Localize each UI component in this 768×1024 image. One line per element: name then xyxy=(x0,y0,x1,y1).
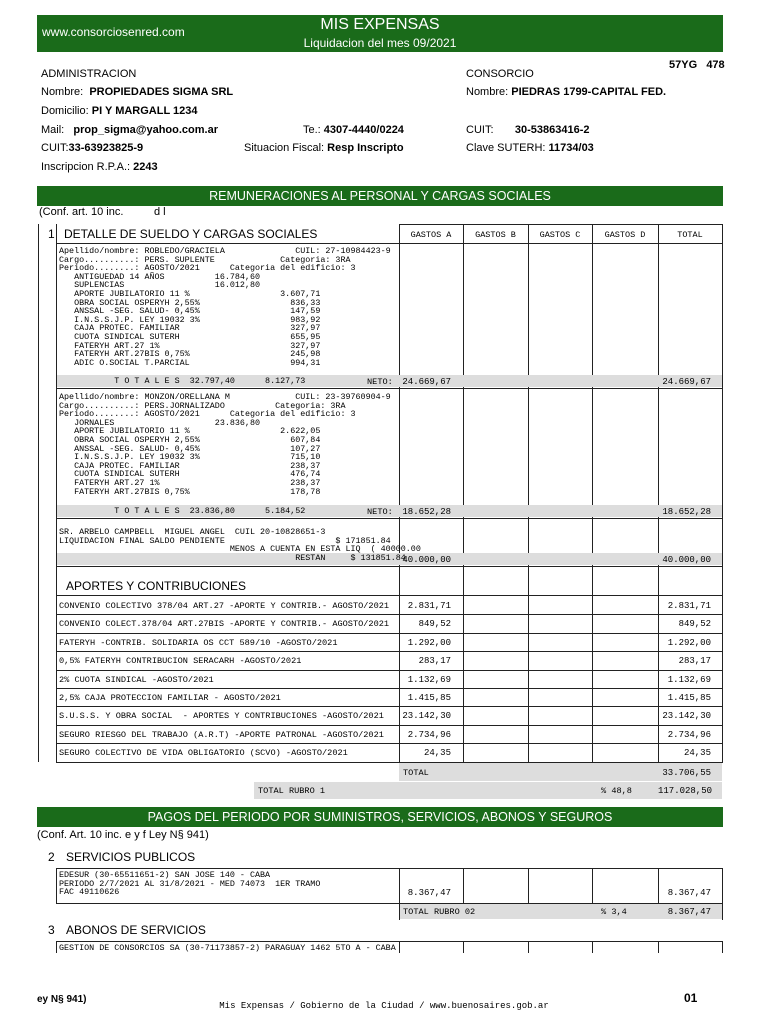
aporte-row-total: 2.734,96 xyxy=(667,730,711,740)
aporte-row-gastos-a: 24,35 xyxy=(423,748,451,758)
employee-3-total: 40.000,00 xyxy=(662,555,711,565)
employee-3-gastos-a: 40.000,00 xyxy=(402,555,451,565)
page-subtitle: Liquidacion del mes 09/2021 xyxy=(303,36,457,50)
col-gastos-c: GASTOS C xyxy=(539,230,581,240)
total-rubro2-total: 8.367,47 xyxy=(667,907,711,917)
consorcio-suterh: Clave SUTERH: 11734/03 xyxy=(466,142,594,154)
total-rubro2-pct: % 3,4 xyxy=(601,907,627,917)
aporte-row-total: 23.142,30 xyxy=(662,711,711,721)
employee-2-total: 18.652,28 xyxy=(662,507,711,517)
aporte-row-gastos-a: 1.415,85 xyxy=(407,693,451,703)
rubro2-title: SERVICIOS PUBLICOS xyxy=(66,850,196,864)
employee-3-detail: SR. ARBELO CAMPBELL MIGUEL ANGEL CUIL 20-10828651-3 LIQUIDACION FINAL SALDO PENDIENTE $ 171851.84 MENOS A CUENTA EN ESTA LIQ ( 40000.00 RESTAN $ 131851.84 xyxy=(59,527,421,563)
rubro1-title: DETALLE DE SUELDO Y CARGAS SOCIALES xyxy=(64,227,318,241)
aporte-row-description: SEGURO COLECTIVO DE VIDA OBLIGATORIO (SCVO) -AGOSTO/2021 xyxy=(59,748,348,758)
employee-1-neto-label: NETO: xyxy=(367,377,393,387)
col-total: TOTAL xyxy=(677,230,703,240)
total-rubro2-label: TOTAL RUBRO 02 xyxy=(403,907,476,917)
employee-1-totales: T O T A L E S 32.797,40 8.127,73 xyxy=(59,376,306,386)
section-remuneraciones-title: REMUNERACIONES AL PERSONAL Y CARGAS SOCIALES xyxy=(209,189,551,203)
aporte-row-gastos-a: 283,17 xyxy=(418,656,451,666)
aporte-row-description: 2,5% CAJA PROTECCION FAMILIAR - AGOSTO/2021 xyxy=(59,693,281,703)
aporte-row-gastos-a: 2.831,71 xyxy=(407,601,451,611)
aporte-row-description: FATERYH -CONTRIB. SOLIDARIA OS CCT 589/10 -AGOSTO/2021 xyxy=(59,638,338,648)
employee-2-totales: T O T A L E S 23.836,80 5.184,52 xyxy=(59,506,306,516)
aportes-total: 33.706,55 xyxy=(662,768,711,778)
admin-cuit: CUIT:33-63923825-9 xyxy=(41,142,144,154)
section1-conf2: d l xyxy=(154,206,166,218)
site-url[interactable]: www.consorciosenred.com xyxy=(42,25,185,39)
col-gastos-d: GASTOS D xyxy=(604,230,646,240)
aporte-row-description: 0,5% FATERYH CONTRIBUCION SERACARH -AGOSTO/2021 xyxy=(59,656,302,666)
rubro2-number: 2 xyxy=(48,850,55,864)
section-pagos-title: PAGOS DEL PERIODO POR SUMINISTROS, SERVICIOS, ABONOS Y SEGUROS xyxy=(147,810,613,824)
aporte-row-gastos-a: 2.734,96 xyxy=(407,730,451,740)
total-rubro1-total: 117.028,50 xyxy=(658,786,713,796)
section1-conf: (Conf. art. 10 inc. xyxy=(39,206,124,218)
employee-2-neto-label: NETO: xyxy=(367,507,393,517)
admin-tel: Te.: 4307-4440/0224 xyxy=(303,124,404,136)
employee-1-detail: Apellido/nombre: ROBLEDO/GRACIELA CUIL: 27-10984423-9 Cargo..........: PERS. SUPLENTE Categoria: 3RA Periodo........: AGOSTO/2021 Categoria del edificio: 3 ANTIGUEDAD 14 AÑOS 16.784,60 SUPLENCIAS 16.012,80 APORTE JUBILATORIO 11 % 3.607,71 OBRA SOCIAL OSPERYH 2,55% 836,33 ANSSAL -SEG. SALUD- 0,45% 147,59 I.N.S.S.J.P. LEY 19032 3% 983,92 CAJA PROTEC. FAMILIAR 327,97 CUOTA SINDICAL SUTERH 655,95 FATERYH ART.27 1% 327,97 FATERYH ART.27BIS 0,75% 245,98 ADIC O.SOCIAL T.PARCIAL 994,31 xyxy=(59,246,391,368)
aporte-row-total: 1.415,85 xyxy=(667,693,711,703)
col-gastos-a: GASTOS A xyxy=(410,230,452,240)
admin-nombre: Nombre: PROPIEDADES SIGMA SRL xyxy=(41,86,234,98)
aportes-title: APORTES Y CONTRIBUCIONES xyxy=(66,579,247,593)
aporte-row-total: 849,52 xyxy=(678,619,711,629)
employee-1-gastos-a: 24.669,67 xyxy=(402,377,451,387)
aporte-row-description: CONVENIO COLECTIVO 378/04 ART.27 -APORTE Y CONTRIB.- AGOSTO/2021 xyxy=(59,601,390,611)
aporte-row-total: 1.132,69 xyxy=(667,675,711,685)
aporte-row-description: 2% CUOTA SINDICAL -AGOSTO/2021 xyxy=(59,675,214,685)
admin-rpa: Inscripcion R.P.A.: 2243 xyxy=(41,161,158,173)
rubro3-title: ABONOS DE SERVICIOS xyxy=(66,923,206,937)
aporte-row-total: 1.292,00 xyxy=(667,638,711,648)
aporte-row-total: 2.831,71 xyxy=(667,601,711,611)
rubro2-total: 8.367,47 xyxy=(667,888,711,898)
consorcio-cuit: CUIT: 30-53863416-2 xyxy=(466,124,590,136)
aporte-row-total: 283,17 xyxy=(678,656,711,666)
rubro1-number: 1 xyxy=(48,227,55,241)
aporte-row-description: S.U.S.S. Y OBRA SOCIAL - APORTES Y CONTRIBUCIONES -AGOSTO/2021 xyxy=(59,711,384,721)
aporte-row-gastos-a: 849,52 xyxy=(418,619,451,629)
aporte-row-total: 24,35 xyxy=(683,748,711,758)
admin-heading: ADMINISTRACION xyxy=(41,68,137,80)
admin-situacion-fiscal: Situacion Fiscal: Resp Inscripto xyxy=(244,142,404,154)
admin-domicilio: Domicilio: PI Y MARGALL 1234 xyxy=(41,105,198,117)
admin-mail: Mail: prop_sigma@yahoo.com.ar xyxy=(41,124,219,136)
aporte-row-description: SEGURO RIESGO DEL TRABAJO (A.R.T) -APORTE PATRONAL -AGOSTO/2021 xyxy=(59,730,384,740)
aporte-row-gastos-a: 1.292,00 xyxy=(407,638,451,648)
consorcio-heading: CONSORCIO xyxy=(466,68,534,80)
rubro3-number: 3 xyxy=(48,923,55,937)
rubro3-detail: GESTION DE CONSORCIOS SA (30-71173857-2) PARAGUAY 1462 5TO A - CABA xyxy=(59,943,396,953)
footer-left: ey N§ 941) xyxy=(37,994,87,1005)
rubro2-detail: EDESUR (30-65511651-2) SAN JOSE 140 - CABA PERIODO 2/7/2021 AL 31/8/2021 - MED 74073 1ER TRAMO FAC 49110626 xyxy=(59,870,321,898)
unit-code: 57YG 478 xyxy=(669,59,725,71)
aporte-row-description: CONVENIO COLECT.378/04 ART.27BIS -APORTE Y CONTRIB.- AGOSTO/2021 xyxy=(59,619,390,629)
section2-conf: (Conf. Art. 10 inc. e y f Ley N§ 941) xyxy=(37,829,209,841)
rubro2-gastos-a: 8.367,47 xyxy=(407,888,451,898)
employee-2-detail: Apellido/nombre: MONZON/ORELLANA M CUIL: 23-39760904-9 Cargo..........: PERS.JORNALIZADO Categoria: 3RA Periodo........: AGOSTO/2021 Categoria del edificio: 3 JORNALES 23.836,80 APORTE JUBILATORIO 11 % 2.622,05 OBRA SOCIAL OSPERYH 2,55% 607,84 ANSSAL -SEG. SALUD- 0,45% 107,27 I.N.S.S.J.P. LEY 19032 3% 715,10 CAJA PROTEC. FAMILIAR 238,37 CUOTA SINDICAL SUTERH 476,74 FATERYH ART.27 1% 238,37 FATERYH ART.27BIS 0,75% 178,78 xyxy=(59,392,391,497)
consorcio-nombre: Nombre: PIEDRAS 1799-CAPITAL FED. xyxy=(466,86,667,98)
aporte-row-gastos-a: 23.142,30 xyxy=(402,711,451,721)
page-title: MIS EXPENSAS xyxy=(320,16,440,33)
total-rubro1-pct: % 48,8 xyxy=(601,786,632,796)
aportes-total-label: TOTAL xyxy=(403,768,429,778)
employee-2-gastos-a: 18.652,28 xyxy=(402,507,451,517)
total-rubro1-label: TOTAL RUBRO 1 xyxy=(258,786,326,796)
page-number: 01 xyxy=(684,991,698,1005)
col-gastos-b: GASTOS B xyxy=(475,230,516,240)
footer-center: Mis Expensas / Gobierno de la Ciudad / www.buenosaires.gob.ar xyxy=(219,1001,549,1011)
employee-1-total: 24.669,67 xyxy=(662,377,711,387)
aporte-row-gastos-a: 1.132,69 xyxy=(407,675,451,685)
